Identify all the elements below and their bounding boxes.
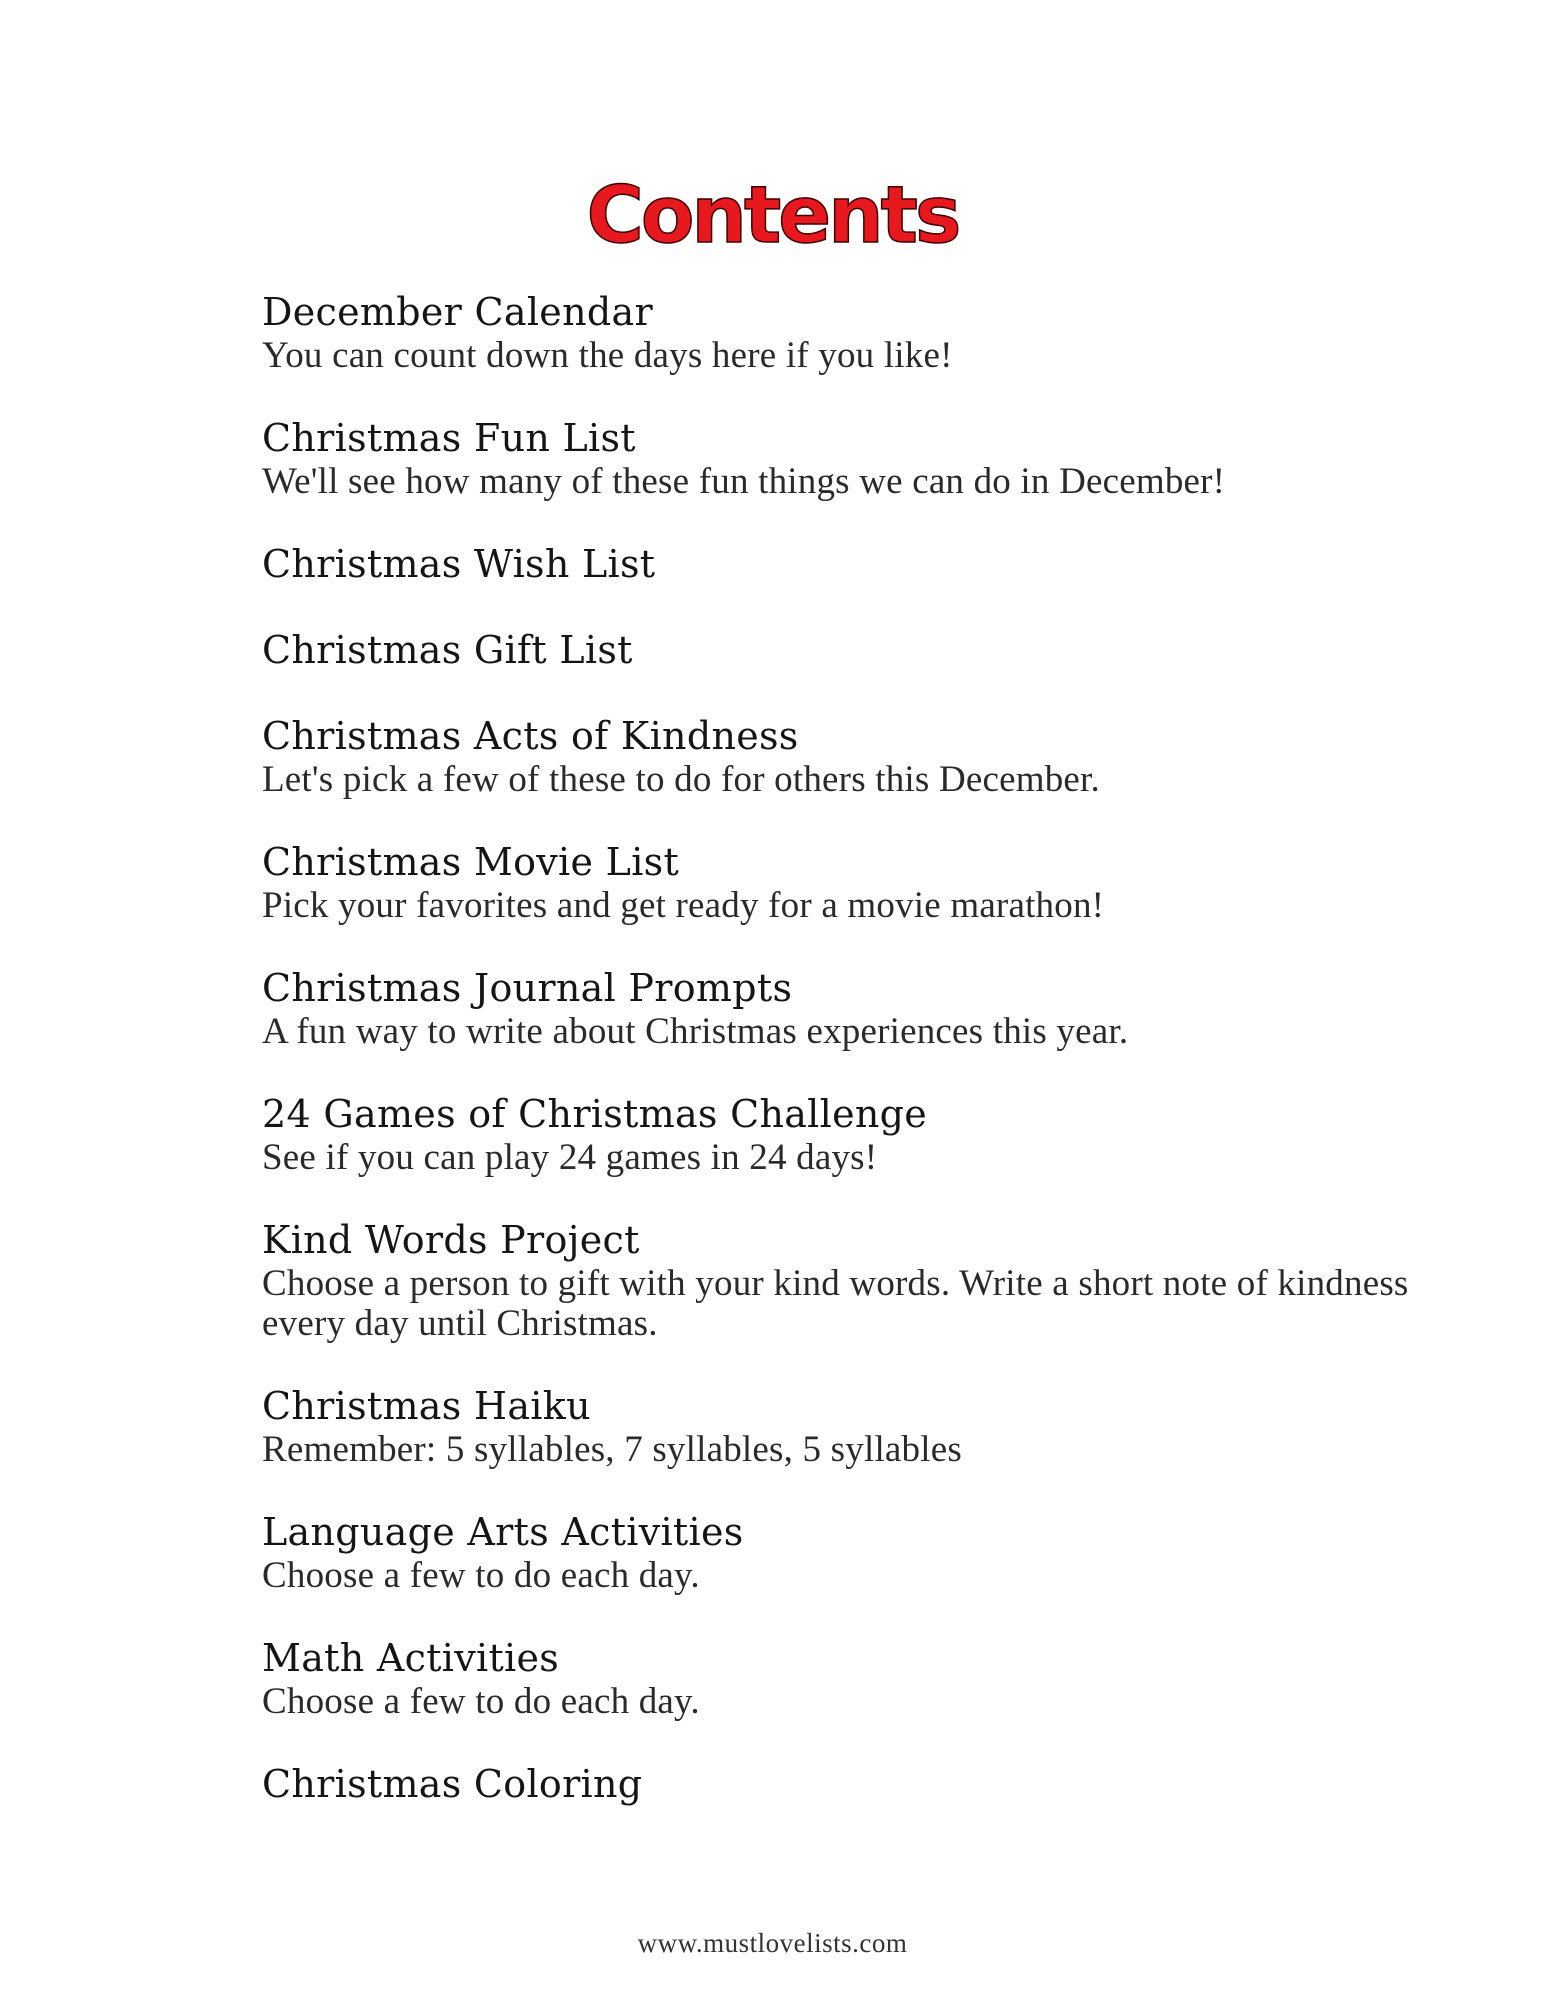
list-item <box>262 1508 1412 1596</box>
entry-title[interactable]: Christmas Gift List <box>262 628 633 672</box>
entry-title[interactable]: Math Activities <box>262 1636 560 1680</box>
list-item <box>262 838 1412 926</box>
entry-description: Let's pick a few of these to do for others this December. <box>262 759 1100 800</box>
list-item <box>262 540 1412 588</box>
contents-list <box>262 288 1412 1808</box>
page-title: Contents <box>586 171 959 261</box>
entry-description: We'll see how many of these fun things we can do in December! <box>262 461 1226 502</box>
list-item <box>262 1760 1412 1808</box>
entry-title[interactable]: 24 Games of Christmas Challenge <box>262 1092 928 1136</box>
entry-description: A fun way to write about Christmas experiences this year. <box>262 1011 1129 1052</box>
entry-title[interactable]: December Calendar <box>262 290 653 334</box>
list-item <box>262 1090 1412 1178</box>
footer-website[interactable]: www.mustlovelists.com <box>637 1928 908 1958</box>
entry-title[interactable]: Christmas Haiku <box>262 1384 591 1428</box>
list-item <box>262 414 1412 502</box>
list-item <box>262 964 1412 1052</box>
list-item <box>262 1216 1412 1344</box>
entry-description: See if you can play 24 games in 24 days! <box>262 1137 878 1178</box>
list-item <box>262 288 1412 376</box>
entry-title[interactable]: Christmas Coloring <box>262 1762 643 1806</box>
entry-title[interactable]: Christmas Fun List <box>262 416 636 460</box>
entry-description: You can count down the days here if you like! <box>262 335 953 376</box>
entry-title[interactable]: Christmas Wish List <box>262 542 656 586</box>
list-item <box>262 626 1412 674</box>
entry-description: Pick your favorites and get ready for a movie marathon! <box>262 885 1105 926</box>
entry-title[interactable]: Language Arts Activities <box>262 1510 744 1554</box>
list-item <box>262 712 1412 800</box>
entry-title[interactable]: Kind Words Project <box>262 1218 640 1262</box>
entry-description: Remember: 5 syllables, 7 syllables, 5 syllables <box>262 1429 962 1470</box>
entry-title[interactable]: Christmas Movie List <box>262 840 680 884</box>
entry-description: Choose a few to do each day. <box>262 1681 700 1722</box>
entry-title[interactable]: Christmas Journal Prompts <box>262 966 793 1010</box>
entry-title[interactable]: Christmas Acts of Kindness <box>262 714 799 758</box>
list-item <box>262 1382 1412 1470</box>
entry-description: Choose a person to gift with your kind words. Write a short note of kindness every day until Christmas. <box>262 1263 1409 1344</box>
entry-description: Choose a few to do each day. <box>262 1555 700 1596</box>
list-item <box>262 1634 1412 1722</box>
